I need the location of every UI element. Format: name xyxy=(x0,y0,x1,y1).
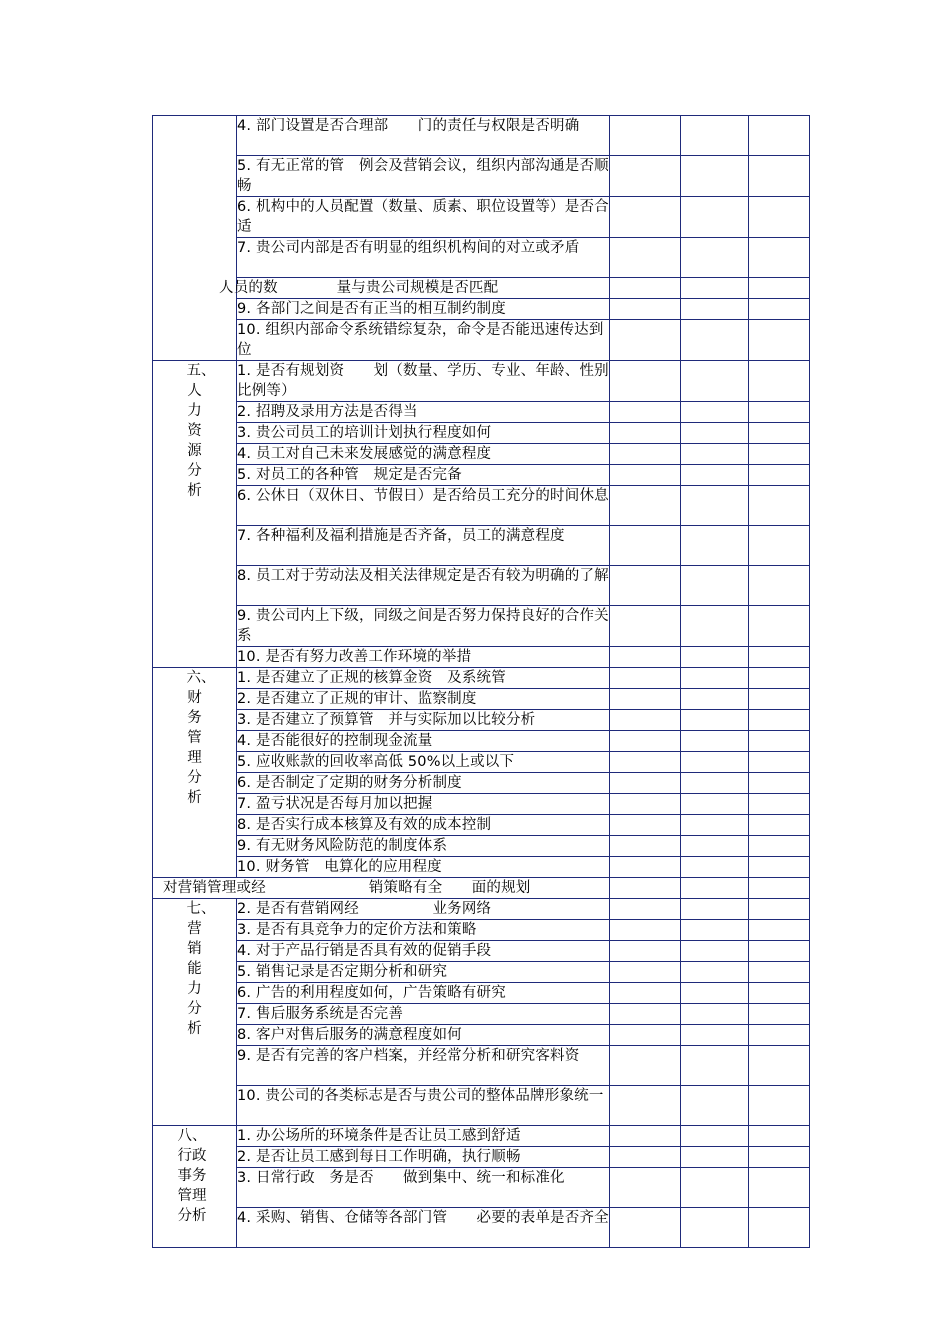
table-row xyxy=(153,238,810,278)
table-row xyxy=(153,857,810,878)
score-cell[interactable] xyxy=(749,1168,810,1208)
score-cell[interactable] xyxy=(610,836,681,857)
question-cell: 10. 财务管 电算化的应用程度 xyxy=(237,857,610,878)
table-row xyxy=(153,773,810,794)
score-cell[interactable] xyxy=(681,402,749,423)
score-cell[interactable] xyxy=(749,731,810,752)
table-row xyxy=(153,156,810,197)
score-cell[interactable] xyxy=(749,526,810,566)
question-cell: 9. 贵公司内上下级，同级之间是否努力保持良好的合作关系 xyxy=(237,606,610,647)
score-cell[interactable] xyxy=(749,941,810,962)
score-cell[interactable] xyxy=(610,857,681,878)
score-cell[interactable] xyxy=(749,1004,810,1025)
score-cell[interactable] xyxy=(610,752,681,773)
question-cell: 2. 是否有营销网经 业务网络 xyxy=(237,899,610,920)
score-cell[interactable] xyxy=(610,238,681,278)
table-row xyxy=(153,983,810,1004)
score-cell[interactable] xyxy=(681,526,749,566)
table-row xyxy=(153,402,810,423)
score-cell[interactable] xyxy=(681,752,749,773)
score-cell[interactable] xyxy=(681,1126,749,1147)
score-cell[interactable] xyxy=(610,606,681,647)
score-cell[interactable] xyxy=(681,647,749,668)
score-cell[interactable] xyxy=(610,116,681,156)
table-row xyxy=(153,731,810,752)
score-cell[interactable] xyxy=(749,710,810,731)
score-cell[interactable] xyxy=(610,465,681,486)
score-cell[interactable] xyxy=(681,1086,749,1126)
table-row xyxy=(153,668,810,689)
score-cell[interactable] xyxy=(749,278,810,299)
question-cell: 1. 是否有规划资 划（数量、学历、专业、年龄、性别比例等） xyxy=(237,361,610,402)
question-cell: 5. 销售记录是否定期分析和研究 xyxy=(237,962,610,983)
score-cell[interactable] xyxy=(610,402,681,423)
table-row xyxy=(153,606,810,647)
score-cell[interactable] xyxy=(610,878,681,899)
score-cell[interactable] xyxy=(610,731,681,752)
score-cell[interactable] xyxy=(749,752,810,773)
category-cell: 七、营销能力分析 xyxy=(153,899,237,1126)
question-cell: 8. 员工对于劳动法及相关法律规定是否有较为明确的了解 xyxy=(237,566,610,606)
score-cell[interactable] xyxy=(610,423,681,444)
question-cell: 10. 是否有努力改善工作环境的举措 xyxy=(237,647,610,668)
question-cell: 4. 是否能很好的控制现金流量 xyxy=(237,731,610,752)
score-cell[interactable] xyxy=(610,1147,681,1168)
table-row xyxy=(153,899,810,920)
table-row xyxy=(153,920,810,941)
score-cell[interactable] xyxy=(610,668,681,689)
table-row xyxy=(153,278,810,299)
question-cell: 10. 组织内部命令系统错综复杂，命令是否能迅速传达到位 xyxy=(237,320,610,361)
score-cell[interactable] xyxy=(681,1004,749,1025)
score-cell[interactable] xyxy=(749,1086,810,1126)
score-cell[interactable] xyxy=(749,773,810,794)
score-cell[interactable] xyxy=(681,320,749,361)
question-cell: 7. 贵公司内部是否有明显的组织机构间的对立或矛盾 xyxy=(237,238,610,278)
analysis-checklist-table xyxy=(152,115,810,1248)
table-row xyxy=(153,1147,810,1168)
score-cell[interactable] xyxy=(749,983,810,1004)
question-cell: 6. 机构中的人员配置（数量、质素、职位设置等）是否合适 xyxy=(237,197,610,238)
score-cell[interactable] xyxy=(749,361,810,402)
question-cell: 6. 是否制定了定期的财务分析制度 xyxy=(237,773,610,794)
score-cell[interactable] xyxy=(681,423,749,444)
category-cell: 八、行政事务管理分析 xyxy=(153,1126,237,1248)
score-cell[interactable] xyxy=(610,941,681,962)
score-cell[interactable] xyxy=(681,361,749,402)
table-row xyxy=(153,1086,810,1126)
score-cell[interactable] xyxy=(681,278,749,299)
score-cell[interactable] xyxy=(749,794,810,815)
category-cell: 五、人力资源分析 xyxy=(153,361,237,668)
table-row xyxy=(153,320,810,361)
question-cell: 6. 广告的利用程度如何，广告策略有研究 xyxy=(237,983,610,1004)
question-cell: 9. 有无财务风险防范的制度体系 xyxy=(237,836,610,857)
question-cell: 3. 贵公司员工的培训计划执行程度如何 xyxy=(237,423,610,444)
question-cell: 3. 是否有具竞争力的定价方法和策略 xyxy=(237,920,610,941)
question-cell: 5. 有无正常的管 例会及营销会议，组织内部沟通是否顺畅 xyxy=(237,156,610,197)
question-cell: 3. 是否建立了预算管 并与实际加以比较分析 xyxy=(237,710,610,731)
score-cell[interactable] xyxy=(610,320,681,361)
question-cell: 4. 采购、销售、仓储等各部门管 必要的表单是否齐全 xyxy=(237,1208,610,1248)
score-cell[interactable] xyxy=(749,920,810,941)
table-row xyxy=(153,878,810,899)
question-cell: 4. 部门设置是否合理部 门的责任与权限是否明确 xyxy=(237,116,610,156)
score-cell[interactable] xyxy=(681,941,749,962)
score-cell[interactable] xyxy=(610,1025,681,1046)
question-cell: 6. 公休日（双休日、节假日）是否给员工充分的时间休息 xyxy=(237,486,610,526)
question-cell: 3. 日常行政 务是否 做到集中、统一和标准化 xyxy=(237,1168,610,1208)
question-cell: 7. 盈亏状况是否每月加以把握 xyxy=(237,794,610,815)
score-cell[interactable] xyxy=(681,116,749,156)
question-cell: 2. 招聘及录用方法是否得当 xyxy=(237,402,610,423)
table-row xyxy=(153,116,810,156)
score-cell[interactable] xyxy=(610,689,681,710)
score-cell[interactable] xyxy=(681,1147,749,1168)
score-cell[interactable] xyxy=(610,444,681,465)
score-cell[interactable] xyxy=(681,197,749,238)
table-row xyxy=(153,647,810,668)
table-row xyxy=(153,1126,810,1147)
score-cell[interactable] xyxy=(681,815,749,836)
score-cell[interactable] xyxy=(610,815,681,836)
table-row xyxy=(153,361,810,402)
score-cell[interactable] xyxy=(749,1208,810,1248)
score-cell[interactable] xyxy=(749,566,810,606)
score-cell[interactable] xyxy=(610,361,681,402)
score-cell[interactable] xyxy=(749,423,810,444)
score-cell[interactable] xyxy=(681,878,749,899)
category-cell: 六、财务管理分析 xyxy=(153,668,237,878)
score-cell[interactable] xyxy=(749,689,810,710)
score-cell[interactable] xyxy=(681,983,749,1004)
score-cell[interactable] xyxy=(749,299,810,320)
score-cell[interactable] xyxy=(749,962,810,983)
score-cell[interactable] xyxy=(610,899,681,920)
table-row xyxy=(153,710,810,731)
table-row xyxy=(153,1025,810,1046)
question-cell: 4. 员工对自己未来发展感觉的满意程度 xyxy=(237,444,610,465)
score-cell[interactable] xyxy=(610,1046,681,1086)
question-cell: 8. 客户对售后服务的满意程度如何 xyxy=(237,1025,610,1046)
table-row xyxy=(153,1004,810,1025)
category-cell xyxy=(153,116,237,361)
table-row xyxy=(153,815,810,836)
question-cell: 9. 各部门之间是否有正当的相互制约制度 xyxy=(237,299,610,320)
score-cell[interactable] xyxy=(749,486,810,526)
table-row xyxy=(153,197,810,238)
score-cell[interactable] xyxy=(610,1086,681,1126)
score-cell[interactable] xyxy=(681,444,749,465)
score-cell[interactable] xyxy=(749,857,810,878)
score-cell[interactable] xyxy=(610,486,681,526)
question-cell: 1. 是否建立了正规的核算金资 及系统管 xyxy=(237,668,610,689)
score-cell[interactable] xyxy=(681,689,749,710)
table-row xyxy=(153,941,810,962)
score-cell[interactable] xyxy=(749,444,810,465)
score-cell[interactable] xyxy=(610,1126,681,1147)
score-cell[interactable] xyxy=(681,710,749,731)
table-row xyxy=(153,526,810,566)
table-row xyxy=(153,1046,810,1086)
score-cell[interactable] xyxy=(610,920,681,941)
table-row xyxy=(153,1168,810,1208)
score-cell[interactable] xyxy=(749,1126,810,1147)
score-cell[interactable] xyxy=(749,1046,810,1086)
score-cell[interactable] xyxy=(749,465,810,486)
question-cell: 2. 是否建立了正规的审计、监察制度 xyxy=(237,689,610,710)
score-cell[interactable] xyxy=(681,1046,749,1086)
table-row xyxy=(153,836,810,857)
question-cell: 1. 办公场所的环境条件是否让员工感到舒适 xyxy=(237,1126,610,1147)
score-cell[interactable] xyxy=(681,899,749,920)
question-cell: 5. 应收账款的回收率高低 50%以上或以下 xyxy=(237,752,610,773)
score-cell[interactable] xyxy=(610,156,681,197)
score-cell[interactable] xyxy=(749,878,810,899)
table-row xyxy=(153,423,810,444)
score-cell[interactable] xyxy=(610,197,681,238)
score-cell[interactable] xyxy=(610,1208,681,1248)
score-cell[interactable] xyxy=(681,962,749,983)
score-cell[interactable] xyxy=(610,1168,681,1208)
score-cell[interactable] xyxy=(681,857,749,878)
score-cell[interactable] xyxy=(610,773,681,794)
score-cell[interactable] xyxy=(681,606,749,647)
score-cell[interactable] xyxy=(681,836,749,857)
score-cell[interactable] xyxy=(681,668,749,689)
score-cell[interactable] xyxy=(610,299,681,320)
table-row xyxy=(153,689,810,710)
question-cell: 4. 对于产品行销是否具有效的促销手段 xyxy=(237,941,610,962)
score-cell[interactable] xyxy=(681,794,749,815)
score-cell[interactable] xyxy=(610,566,681,606)
score-cell[interactable] xyxy=(610,278,681,299)
score-cell[interactable] xyxy=(610,962,681,983)
question-cell: 5. 对员工的各种管 规定是否完备 xyxy=(237,465,610,486)
score-cell[interactable] xyxy=(610,526,681,566)
score-cell[interactable] xyxy=(749,1025,810,1046)
score-cell[interactable] xyxy=(749,836,810,857)
score-cell[interactable] xyxy=(681,731,749,752)
table-row xyxy=(153,566,810,606)
score-cell[interactable] xyxy=(610,983,681,1004)
question-cell: 8. 是否实行成本核算及有效的成本控制 xyxy=(237,815,610,836)
table-row xyxy=(153,444,810,465)
question-cell: 7. 各种福利及福利措施是否齐备，员工的满意程度 xyxy=(237,526,610,566)
table-row xyxy=(153,962,810,983)
table-row xyxy=(153,465,810,486)
score-cell[interactable] xyxy=(749,606,810,647)
question-cell: 7. 售后服务系统是否完善 xyxy=(237,1004,610,1025)
question-cell: 9. 是否有完善的客户档案，并经常分析和研究客料资 xyxy=(237,1046,610,1086)
score-cell[interactable] xyxy=(681,773,749,794)
question-cell: 10. 贵公司的各类标志是否与贵公司的整体品牌形象统一 xyxy=(237,1086,610,1126)
score-cell[interactable] xyxy=(681,1208,749,1248)
table-row xyxy=(153,486,810,526)
score-cell[interactable] xyxy=(610,794,681,815)
score-cell[interactable] xyxy=(681,566,749,606)
score-cell[interactable] xyxy=(681,1168,749,1208)
score-cell[interactable] xyxy=(749,647,810,668)
score-cell[interactable] xyxy=(749,238,810,278)
score-cell[interactable] xyxy=(681,486,749,526)
table-row xyxy=(153,1208,810,1248)
score-cell[interactable] xyxy=(749,668,810,689)
score-cell[interactable] xyxy=(681,465,749,486)
score-cell[interactable] xyxy=(749,156,810,197)
table-row xyxy=(153,794,810,815)
score-cell[interactable] xyxy=(749,197,810,238)
score-cell[interactable] xyxy=(681,156,749,197)
score-cell[interactable] xyxy=(681,920,749,941)
score-cell[interactable] xyxy=(749,899,810,920)
question-cell: 人员的数 量与贵公司规模是否匹配 xyxy=(237,278,610,299)
score-cell[interactable] xyxy=(749,116,810,156)
score-cell[interactable] xyxy=(749,320,810,361)
score-cell[interactable] xyxy=(749,1147,810,1168)
score-cell[interactable] xyxy=(681,238,749,278)
question-cell: 对营销管理或经 销策略有全 面的规划 xyxy=(153,878,610,899)
score-cell[interactable] xyxy=(681,1025,749,1046)
score-cell[interactable] xyxy=(610,710,681,731)
score-cell[interactable] xyxy=(610,1004,681,1025)
score-cell[interactable] xyxy=(749,815,810,836)
table-row xyxy=(153,299,810,320)
score-cell[interactable] xyxy=(610,647,681,668)
table-row xyxy=(153,752,810,773)
score-cell[interactable] xyxy=(681,299,749,320)
question-cell: 2. 是否让员工感到每日工作明确，执行顺畅 xyxy=(237,1147,610,1168)
score-cell[interactable] xyxy=(749,402,810,423)
